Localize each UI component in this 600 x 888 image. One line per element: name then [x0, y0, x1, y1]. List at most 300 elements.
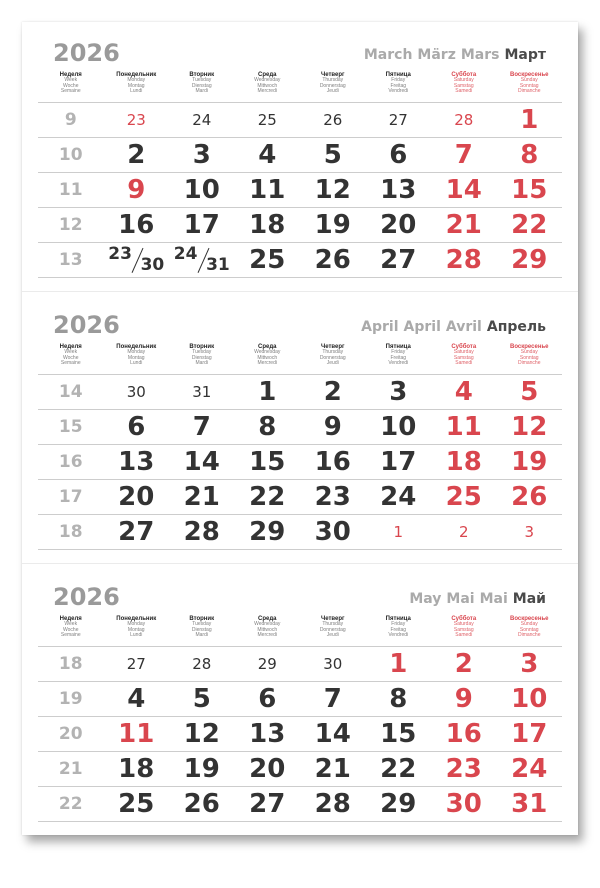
day-number: 4: [258, 140, 277, 170]
weekday-label-en: Tuesday: [192, 77, 212, 83]
day-number: 14: [183, 447, 220, 477]
week-number: 19: [58, 688, 83, 709]
week-row: [38, 752, 562, 787]
adjacent-month-day: 27: [388, 110, 408, 129]
day-number: 10: [511, 684, 548, 714]
weekday-header-sunday: [497, 344, 563, 367]
weekday-label-ru: Четверг: [320, 344, 345, 350]
day-cell: [104, 787, 170, 821]
day-number: 11: [249, 175, 286, 205]
weekday-label-ru: Суббота: [451, 616, 477, 622]
day-number: 15: [380, 719, 417, 749]
day-number: 9: [127, 175, 146, 205]
weekday-label-en: Wednesday: [254, 621, 281, 627]
day-number: 11: [118, 719, 155, 749]
day-number: 21: [314, 754, 351, 784]
day-cell: [169, 375, 235, 409]
day-number: 4: [454, 377, 473, 407]
day-number: 26: [183, 789, 220, 819]
day-cell: [497, 752, 563, 786]
day-cell: [300, 647, 366, 681]
weekday-label-fr: Lundi: [130, 88, 143, 95]
day-cell: [235, 410, 301, 444]
week-row: [38, 410, 562, 445]
week-number-cell: [38, 208, 104, 242]
day-cell: [169, 103, 235, 137]
day-number: 5: [192, 684, 211, 714]
weekday-label-en: Sunday: [520, 349, 538, 355]
day-number: 7: [454, 140, 473, 170]
day-cell: [169, 647, 235, 681]
day-cell: [104, 647, 170, 681]
week-row: [38, 717, 562, 752]
day-number: 22: [511, 210, 548, 240]
weekday-label-ru: Четверг: [320, 72, 345, 78]
day-cell: [300, 445, 366, 479]
day-number: 17: [183, 210, 220, 240]
weekday-label-ru: Понедельник: [116, 344, 157, 350]
adjacent-month-day: 25: [257, 110, 277, 129]
block-divider: [22, 291, 578, 292]
adjacent-month-day: 24: [192, 110, 212, 129]
weekday-header-sunday: [497, 72, 563, 95]
weekday-header-friday: [366, 616, 432, 639]
weekday-label-en: Wednesday: [254, 77, 281, 83]
weekday-label-de: Dienstag: [191, 354, 212, 361]
weekday-label-ru: Среда: [258, 616, 277, 622]
weekday-label-ru: Четверг: [320, 616, 345, 622]
day-number: 26: [511, 482, 548, 512]
day-number: 5: [520, 377, 539, 407]
weekday-label-de: Montag: [127, 82, 145, 89]
day-cell: [366, 445, 432, 479]
weekday-label-ru: Неделя: [59, 616, 82, 622]
week-number-cell: [38, 138, 104, 172]
day-cell: [169, 480, 235, 514]
day-number: 19: [183, 754, 220, 784]
weekday-label-fr: Mardi: [195, 88, 208, 95]
day-cell: [497, 445, 563, 479]
day-number: 14: [445, 175, 482, 205]
day-cell: [300, 173, 366, 207]
week-row: [38, 243, 562, 278]
month-block-march: [22, 30, 578, 292]
month-name-russian: Апрель: [486, 319, 546, 335]
weekday-label-fr: Semaine: [60, 88, 81, 95]
weekday-label-de: Samstag: [453, 626, 474, 633]
weekday-label-fr: Semaine: [60, 360, 81, 367]
week-row: [38, 480, 562, 515]
weekday-label-fr: Mardi: [195, 632, 208, 639]
day-number: 2: [127, 140, 146, 170]
weekday-label-en: Week: [64, 349, 78, 355]
week-number: 21: [58, 758, 83, 779]
split-date-first: 23: [108, 244, 132, 264]
adjacent-month-day: 29: [257, 654, 277, 673]
day-cell: [497, 787, 563, 821]
day-number: 7: [192, 412, 211, 442]
week-number: 22: [58, 793, 83, 814]
adjacent-month-day: 30: [126, 382, 146, 401]
weekday-label-de: Woche: [63, 626, 79, 633]
day-cell: [497, 480, 563, 514]
weekday-header-week: [38, 344, 104, 367]
weekday-header-thursday: [300, 72, 366, 95]
day-number: 26: [314, 245, 351, 275]
day-number: 30: [314, 517, 351, 547]
day-cell: [235, 682, 301, 716]
day-cell: [235, 103, 301, 137]
day-cell: [104, 375, 170, 409]
adjacent-month-day: 3: [524, 522, 535, 541]
week-row: [38, 375, 562, 410]
day-cell: [431, 410, 497, 444]
weekday-header-week: [38, 616, 104, 639]
weekday-label-ru: Неделя: [59, 344, 82, 350]
week-row: [38, 445, 562, 480]
weekday-label-fr: Dimanche: [517, 360, 541, 367]
weekday-label-de: Dienstag: [191, 626, 212, 633]
weekday-label-ru: Пятница: [385, 344, 411, 350]
day-number: 22: [380, 754, 417, 784]
weekday-header-row: [38, 616, 562, 639]
week-number: 10: [58, 144, 83, 165]
adjacent-month-day: 2: [458, 522, 469, 541]
weekday-label-de: Samstag: [453, 82, 474, 89]
day-number: 18: [118, 754, 155, 784]
day-number: 29: [380, 789, 417, 819]
week-number: 11: [58, 179, 83, 200]
day-cell: [104, 515, 170, 549]
day-number: 29: [249, 517, 286, 547]
weekday-label-ru: Неделя: [59, 72, 82, 78]
weekday-header-thursday: [300, 616, 366, 639]
month-block-may: [22, 574, 578, 836]
weekday-label-en: Friday: [391, 77, 406, 83]
week-number-cell: [38, 410, 104, 444]
adjacent-month-day: 23: [126, 110, 146, 129]
weekday-label-fr: Lundi: [130, 360, 143, 367]
week-rows: [38, 646, 562, 822]
week-number-cell: [38, 787, 104, 821]
day-cell: [300, 375, 366, 409]
week-number: 16: [58, 451, 83, 472]
day-cell: [431, 480, 497, 514]
day-cell: [169, 682, 235, 716]
weekday-label-en: Week: [64, 77, 78, 83]
day-cell: [366, 480, 432, 514]
weekday-label-fr: Samedi: [455, 632, 473, 639]
week-number-cell: [38, 647, 104, 681]
day-number: 6: [127, 412, 146, 442]
day-cell: [235, 445, 301, 479]
day-cell: [497, 410, 563, 444]
day-cell: [235, 480, 301, 514]
weekday-label-ru: Воскресенье: [509, 344, 549, 350]
day-number: 19: [314, 210, 351, 240]
week-number: 13: [58, 249, 83, 270]
day-number: 31: [511, 789, 548, 819]
day-cell: [169, 445, 235, 479]
day-number: 21: [183, 482, 220, 512]
day-cell: [366, 752, 432, 786]
weekday-label-en: Wednesday: [254, 349, 281, 355]
day-cell: [431, 208, 497, 242]
adjacent-month-day: 28: [192, 654, 212, 673]
day-number: 16: [314, 447, 351, 477]
day-number: 17: [511, 719, 548, 749]
day-number: 12: [183, 719, 220, 749]
day-cell: [497, 647, 563, 681]
month-name-russian: Май: [512, 591, 546, 607]
day-cell: [366, 375, 432, 409]
week-row: [38, 103, 562, 138]
month-name-german: März: [417, 47, 456, 63]
split-date: [174, 246, 230, 274]
day-cell: [300, 208, 366, 242]
weekday-label-fr: Jeudi: [326, 360, 339, 367]
block-divider: [22, 563, 578, 564]
day-number: 20: [380, 210, 417, 240]
weekday-label-en: Saturday: [453, 349, 474, 355]
week-number: 20: [58, 723, 83, 744]
weekday-label-fr: Mardi: [195, 360, 208, 367]
day-cell: [366, 717, 432, 751]
week-number: 18: [58, 653, 83, 674]
day-cell: [104, 173, 170, 207]
week-number: 9: [64, 109, 77, 130]
weekday-header-week: [38, 72, 104, 95]
weekday-label-fr: Semaine: [60, 632, 81, 639]
day-cell: [431, 103, 497, 137]
weekday-label-ru: Вторник: [189, 344, 215, 350]
day-cell: [235, 138, 301, 172]
day-cell: [235, 647, 301, 681]
day-number: 1: [389, 649, 408, 679]
day-number: 20: [118, 482, 155, 512]
adjacent-month-day: 28: [454, 110, 474, 129]
month-names: [356, 320, 546, 334]
week-number: 17: [58, 486, 83, 507]
month-name-french: Avril: [445, 319, 482, 335]
day-cell: [104, 682, 170, 716]
weekday-label-fr: Jeudi: [326, 88, 339, 95]
split-date: [108, 246, 164, 274]
day-number: 6: [389, 140, 408, 170]
day-cell: [104, 445, 170, 479]
day-cell: [169, 787, 235, 821]
day-cell: [300, 515, 366, 549]
day-cell: [497, 515, 563, 549]
weekday-label-ru: Среда: [258, 72, 277, 78]
month-names: [404, 592, 546, 606]
day-cell: [431, 243, 497, 277]
weekday-label-fr: Mercredi: [257, 632, 277, 639]
day-cell: [169, 717, 235, 751]
week-row: [38, 208, 562, 243]
day-number: 19: [511, 447, 548, 477]
year-label: 2026: [53, 39, 120, 67]
weekday-header-friday: [366, 72, 432, 95]
day-number: 8: [258, 412, 277, 442]
day-number: 2: [454, 649, 473, 679]
day-cell: [497, 682, 563, 716]
weekday-label-fr: Samedi: [455, 360, 473, 367]
week-number-cell: [38, 752, 104, 786]
day-number: 23: [445, 754, 482, 784]
adjacent-month-day: 1: [393, 522, 404, 541]
weekday-label-en: Saturday: [453, 621, 474, 627]
day-number: 22: [249, 482, 286, 512]
day-cell: [300, 103, 366, 137]
day-cell: [366, 103, 432, 137]
day-number: 16: [445, 719, 482, 749]
week-rows: [38, 102, 562, 278]
split-date-second: 31: [206, 255, 230, 275]
day-number: 7: [323, 684, 342, 714]
weekday-label-ru: Вторник: [189, 616, 215, 622]
week-number-cell: [38, 375, 104, 409]
split-date-second: 30: [140, 255, 165, 275]
weekday-header-saturday: [431, 616, 497, 639]
adjacent-month-day: 30: [323, 654, 343, 673]
day-number: 24: [511, 754, 548, 784]
week-row: [38, 515, 562, 550]
week-number: 12: [58, 214, 83, 235]
weekday-label-en: Thursday: [322, 621, 344, 627]
week-number-cell: [38, 173, 104, 207]
weekday-label-ru: Среда: [258, 344, 277, 350]
day-cell: [235, 752, 301, 786]
day-cell: [497, 243, 563, 277]
day-number: 15: [249, 447, 286, 477]
month-name-english: April: [361, 319, 399, 335]
week-number: 15: [58, 416, 83, 437]
weekday-label-de: Dienstag: [191, 82, 212, 89]
weekday-label-en: Friday: [391, 349, 406, 355]
day-number: 10: [183, 175, 220, 205]
week-number-cell: [38, 682, 104, 716]
day-cell: [235, 173, 301, 207]
week-number-cell: [38, 480, 104, 514]
day-number: 9: [454, 684, 473, 714]
weekday-header-wednesday: [235, 72, 301, 95]
week-row: [38, 787, 562, 822]
day-cell: [431, 682, 497, 716]
year-label: 2026: [53, 583, 120, 611]
day-number: 27: [118, 517, 155, 547]
day-cell: [104, 480, 170, 514]
week-row: [38, 647, 562, 682]
week-row: [38, 682, 562, 717]
day-number: 9: [323, 412, 342, 442]
weekday-label-de: Woche: [63, 82, 79, 89]
day-number: 5: [323, 140, 342, 170]
weekday-label-fr: Lundi: [130, 632, 143, 639]
weekday-header-friday: [366, 344, 432, 367]
day-cell: [104, 752, 170, 786]
day-number: 12: [314, 175, 351, 205]
week-number-cell: [38, 445, 104, 479]
day-number: 3: [520, 649, 539, 679]
day-number: 27: [249, 789, 286, 819]
weekday-label-ru: Понедельник: [116, 616, 157, 622]
day-cell: [431, 375, 497, 409]
month-name-german: April: [403, 319, 441, 335]
day-cell: [300, 138, 366, 172]
day-number: 28: [445, 245, 482, 275]
day-cell: [366, 787, 432, 821]
day-cell: [104, 208, 170, 242]
weekday-label-de: Sonntag: [519, 82, 539, 89]
weekday-label-de: Mittwoch: [257, 354, 278, 361]
weekday-header-wednesday: [235, 616, 301, 639]
weekday-header-tuesday: [169, 344, 235, 367]
day-number: 20: [249, 754, 286, 784]
weekday-label-de: Freitag: [390, 626, 407, 633]
day-number: 24: [380, 482, 417, 512]
weekday-header-tuesday: [169, 72, 235, 95]
day-cell: [497, 208, 563, 242]
day-cell: [235, 375, 301, 409]
day-cell: [169, 138, 235, 172]
weekday-label-fr: Dimanche: [517, 632, 541, 639]
weekday-label-fr: Vendredi: [388, 360, 409, 367]
day-number: 13: [249, 719, 286, 749]
day-cell: [497, 717, 563, 751]
weekday-label-fr: Samedi: [455, 88, 473, 95]
day-cell: [300, 243, 366, 277]
weekday-label-fr: Mercredi: [257, 360, 277, 367]
day-cell: [431, 515, 497, 549]
day-cell: [169, 243, 235, 277]
day-number: 1: [258, 377, 277, 407]
weekday-label-de: Woche: [63, 354, 79, 361]
day-cell: [497, 103, 563, 137]
day-cell: [235, 208, 301, 242]
weekday-header-row: [38, 72, 562, 95]
weekday-header-monday: [104, 344, 170, 367]
adjacent-month-day: 31: [192, 382, 212, 401]
week-number: 18: [58, 521, 83, 542]
weekday-label-en: Thursday: [322, 349, 344, 355]
month-name-english: May: [409, 591, 442, 607]
day-cell: [300, 787, 366, 821]
day-cell: [366, 208, 432, 242]
day-cell: [366, 647, 432, 681]
weekday-label-en: Tuesday: [192, 349, 212, 355]
month-names: [359, 48, 546, 62]
week-number-cell: [38, 515, 104, 549]
day-cell: [169, 515, 235, 549]
day-cell: [366, 410, 432, 444]
adjacent-month-day: 26: [323, 110, 343, 129]
weekday-label-ru: Суббота: [451, 344, 477, 350]
week-row: [38, 138, 562, 173]
weekday-label-en: Tuesday: [192, 621, 212, 627]
day-number: 29: [511, 245, 548, 275]
month-name-german: Mai: [446, 591, 475, 607]
day-number: 1: [520, 105, 539, 135]
day-number: 10: [380, 412, 417, 442]
day-cell: [104, 243, 170, 277]
weekday-label-en: Sunday: [520, 621, 538, 627]
day-number: 25: [249, 245, 286, 275]
day-number: 17: [380, 447, 417, 477]
day-cell: [431, 445, 497, 479]
weekday-label-de: Freitag: [390, 354, 407, 361]
weekday-label-ru: Воскресенье: [509, 616, 549, 622]
